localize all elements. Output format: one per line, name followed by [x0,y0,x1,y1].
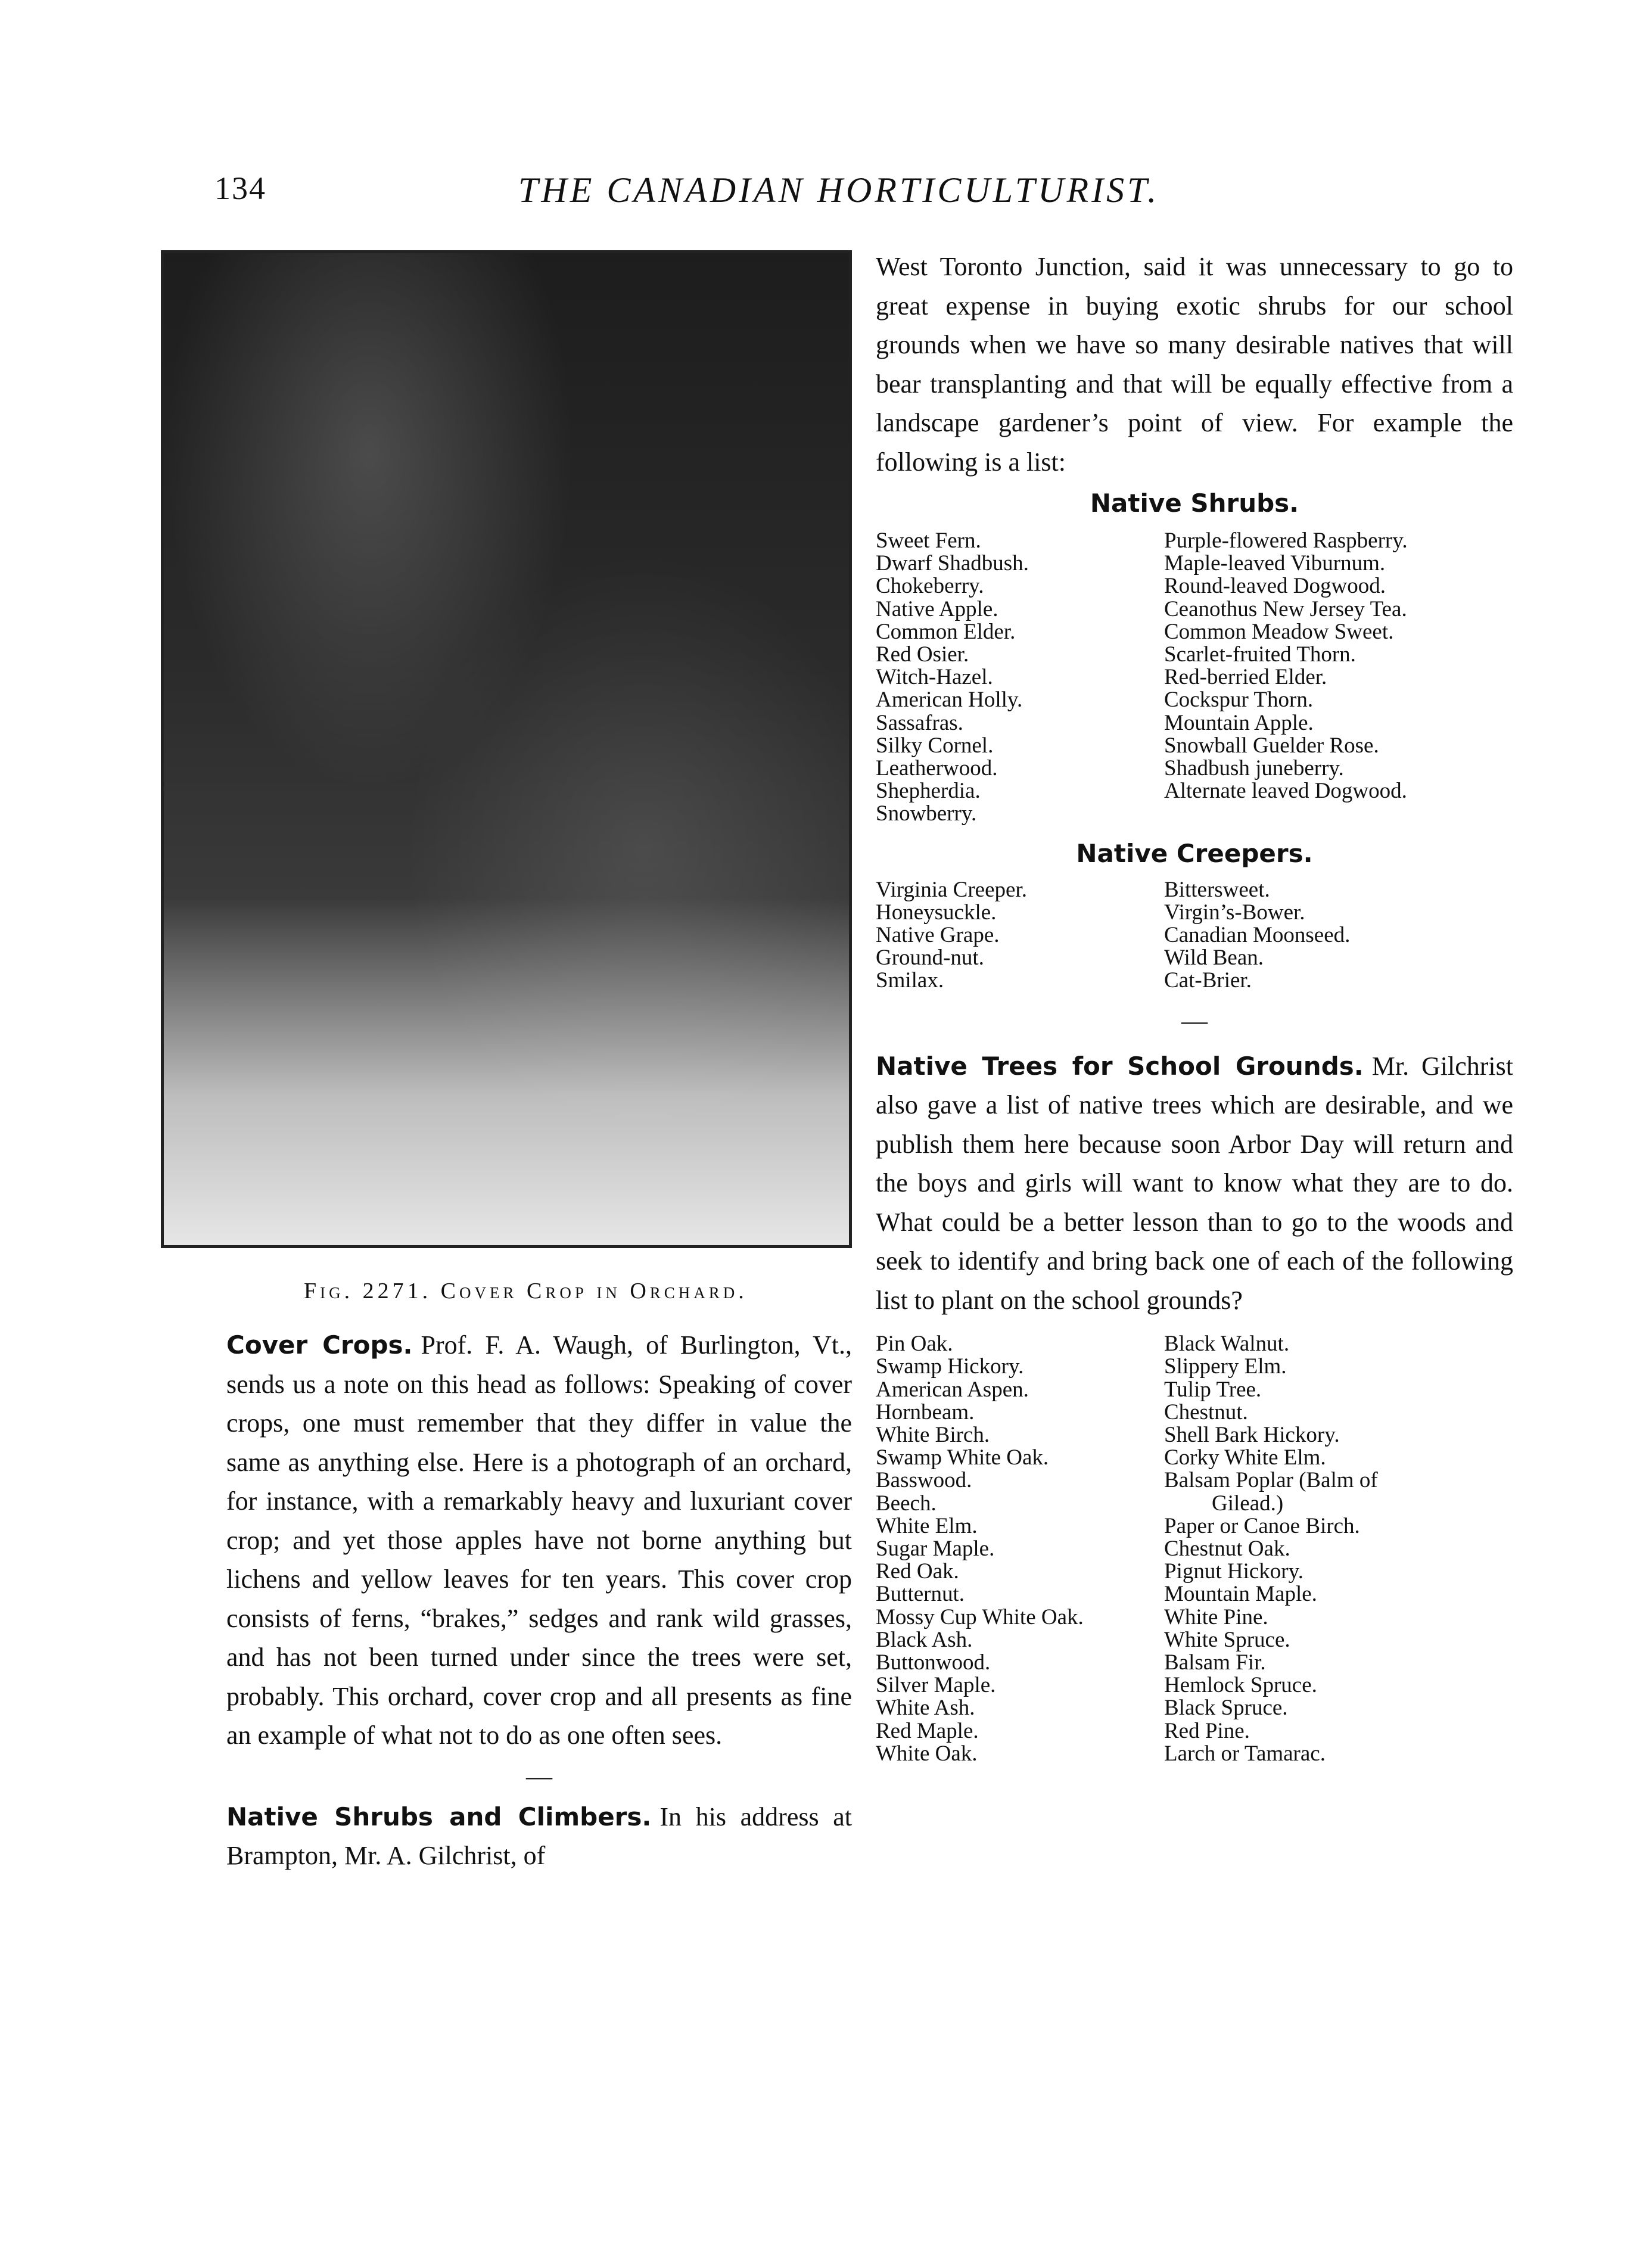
list-item: American Holly. [876,688,1023,713]
list-item: Black Spruce. [1164,1696,1288,1721]
list-item: Snowberry. [876,801,977,826]
list-item: Mountain Apple. [1164,710,1314,735]
list-item: Leatherwood. [876,756,998,781]
list-item: Sweet Fern. [876,528,981,553]
native-trees-paragraph [876,1047,1513,1320]
native-trees-heading: Native Trees for School Grounds. [876,1051,1364,1081]
native-shrubs-col2 [1164,530,1513,826]
list-item: Witch-Hazel. [876,665,993,690]
list-item: Canadian Moonseed. [1164,923,1351,948]
list-item: Maple-leaved Viburnum. [1164,551,1386,576]
native-creepers-list [876,879,1513,993]
figure-caption: Fig. 2271. Cover Crop in Orchard. [304,1279,748,1304]
list-item: White Birch. [876,1422,990,1447]
page-header [214,170,1263,217]
list-item: Tulip Tree. [1164,1377,1262,1402]
list-item: Alternate leaved Dogwood. [1164,779,1407,804]
native-shrubs-heading: Native Shrubs. [1090,489,1299,518]
page-number: 134 [214,170,266,206]
native-creepers-col2 [1164,879,1513,993]
list-item: Honeysuckle. [876,900,997,925]
cover-crops-section [226,1326,852,1875]
list-item: Cat-Brier. [1164,968,1252,993]
list-item: Chestnut. [1164,1399,1248,1424]
list-item: Gilead.) [1212,1491,1284,1516]
list-item: Native Grape. [876,923,1000,948]
list-item: Basswood. [876,1468,972,1493]
list-item: Cockspur Thorn. [1164,688,1314,713]
native-shrubs-climbers-paragraph [226,1797,852,1875]
list-item: Black Ash. [876,1627,973,1652]
list-item: White Oak. [876,1741,978,1766]
native-trees-list [876,1333,1513,1765]
section-divider: — [526,1761,552,1791]
list-item: Sugar Maple. [876,1536,995,1561]
list-item: Hemlock Spruce. [1164,1673,1317,1698]
list-item: Hornbeam. [876,1399,975,1424]
native-trees-col2 [1164,1333,1513,1765]
list-item: Silky Cornel. [876,733,994,758]
list-item: Shepherdia. [876,779,981,804]
list-item: Shadbush juneberry. [1164,756,1344,781]
list-item: Swamp Hickory. [876,1354,1024,1379]
native-shrubs-climbers-continuation: West Toronto Junction, said it was unnecessary to go to great expense in buying exotic shrubs for our school grounds when we have so many desirable natives that will bear transplanting and that will be equally effective from a landscape gardener’s point of view. For example the following is a list: [876,252,1513,477]
list-item: Mountain Maple. [1164,1582,1317,1607]
list-item: Red Maple. [876,1718,979,1743]
list-item: Chokeberry. [876,574,984,599]
list-item: Butternut. [876,1582,965,1607]
running-title: THE CANADIAN HORTICULTURIST. [518,170,1160,210]
list-item: White Ash. [876,1696,975,1721]
native-trees-text: Mr. Gilchrist also gave a list of native trees which are desirable, and we publish them here because soon Arbor Day will return and the boys and girls will want to know what they are to do. What could be a better lesson than to go to the woods and seek to identify and bring back one of each of the following list to plant on the school grounds? [876,1051,1514,1315]
list-item: Black Walnut. [1164,1332,1290,1357]
native-shrubs-climbers-text-start: In his address at Brampton, Mr. A. Gilchrist, of [226,1802,852,1870]
list-item: Bittersweet. [1164,877,1270,902]
list-item: Pignut Hickory. [1164,1559,1303,1584]
list-item: Common Elder. [876,619,1016,644]
list-item: White Pine. [1164,1604,1268,1629]
list-item: Sassafras. [876,710,963,735]
list-item: Mossy Cup White Oak. [876,1604,1084,1629]
native-creepers-heading: Native Creepers. [1076,838,1313,868]
list-item: Pin Oak. [876,1332,953,1357]
list-item: Round-leaved Dogwood. [1164,574,1386,599]
list-item: Buttonwood. [876,1650,991,1675]
native-shrubs-list [876,530,1513,826]
right-column [876,247,1513,1765]
list-item: Larch or Tamarac. [1164,1741,1326,1766]
list-item: Balsam Poplar (Balm of [1164,1468,1378,1493]
list-item: White Spruce. [1164,1627,1290,1652]
list-item: Ground-nut. [876,945,984,971]
list-item: Purple-flowered Raspberry. [1164,528,1408,553]
list-item: Common Meadow Sweet. [1164,619,1394,644]
list-item: Dwarf Shadbush. [876,551,1029,576]
list-item: Virginia Creeper. [876,877,1027,902]
section-divider: — [1181,1006,1208,1035]
orchard-photograph [161,250,852,1248]
cover-crops-text: Prof. F. A. Waugh, of Burlington, Vt., sends us a note on this head as follows: Speaking of cover crops, one must remember that they differ in value the same as anything else. Here is a photograph of an orchard, for instance, with a remarkably heavy and luxuriant cover crop; and yet those apples have not borne anything but lichens and yellow leaves for ten years. This cover crop consists of ferns, “brakes,” sedges and rank wild grasses, and has not been turned under since the trees were set, probably. This orchard, cover crop and all presents as fine an example of what not to do as one often sees. [226,1330,852,1750]
list-item: Snowball Guelder Rose. [1164,733,1379,758]
list-item: Corky White Elm. [1164,1445,1326,1470]
list-item: Beech. [876,1491,937,1516]
list-item: Native Apple. [876,596,998,621]
list-item: Chestnut Oak. [1164,1536,1290,1561]
list-item: Scarlet-fruited Thorn. [1164,642,1356,667]
cover-crops-heading: Cover Crops. [226,1330,413,1360]
cover-crops-paragraph [226,1326,852,1755]
list-item: Red Osier. [876,642,969,667]
list-item: American Aspen. [876,1377,1029,1402]
list-item: Silver Maple. [876,1673,996,1698]
list-item: Smilax. [876,968,944,993]
list-item: Virgin’s-Bower. [1164,900,1305,925]
list-item: Paper or Canoe Birch. [1164,1513,1360,1538]
list-item: Shell Bark Hickory. [1164,1422,1340,1447]
native-trees-col1 [876,1333,1156,1765]
list-item: White Elm. [876,1513,978,1538]
list-item: Slippery Elm. [1164,1354,1287,1379]
list-item: Ceanothus New Jersey Tea. [1164,596,1407,621]
list-item: Red Oak. [876,1559,959,1584]
list-item: Swamp White Oak. [876,1445,1049,1470]
native-shrubs-climbers-heading: Native Shrubs and Climbers. [226,1802,652,1831]
list-item: Balsam Fir. [1164,1650,1266,1675]
native-creepers-col1 [876,879,1156,993]
list-item: Red Pine. [1164,1718,1250,1743]
list-item: Red-berried Elder. [1164,665,1327,690]
native-shrubs-col1 [876,530,1156,826]
list-item: Wild Bean. [1164,945,1264,971]
